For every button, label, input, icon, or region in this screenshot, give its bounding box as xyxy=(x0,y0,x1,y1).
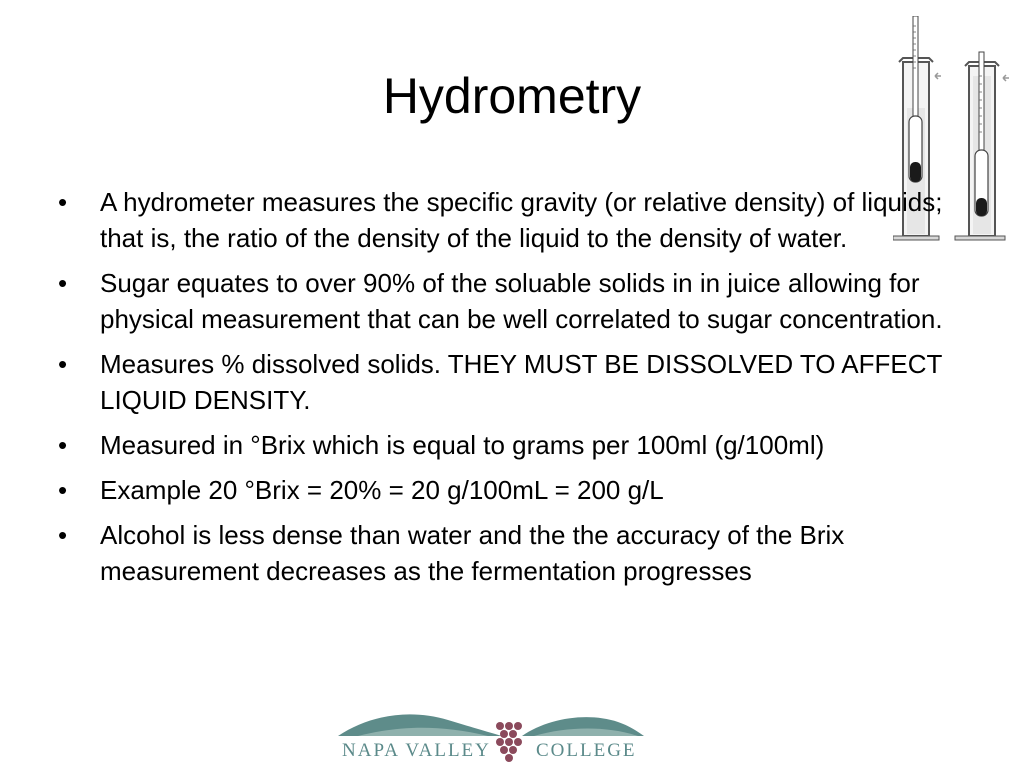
bullet-dot: • xyxy=(58,430,68,460)
bullet-dot: • xyxy=(58,475,68,505)
bullet-text: A hydrometer measures the specific gravity (or relative density) of liquids; that is, the ratio of the density of the liquid to the density of water. xyxy=(100,187,943,253)
bullet-text: Alcohol is less dense than water and the the accuracy of the Brix measurement decreases as the fermentation progresses xyxy=(100,520,845,586)
logo-text-right: COLLEGE xyxy=(536,740,637,761)
bullet-item xyxy=(58,346,988,418)
logo-text-left: NAPA VALLEY xyxy=(342,740,491,761)
logo-text xyxy=(338,738,644,764)
bullet-text: Measured in °Brix which is equal to grams per 100ml (g/100ml) xyxy=(100,430,825,460)
bullet-dot: • xyxy=(58,268,68,298)
bullet-text: Measures % dissolved solids. THEY MUST BE DISSOLVED TO AFFECT LIQUID DENSITY. xyxy=(100,349,942,415)
bullet-dot: • xyxy=(58,520,68,550)
bullet-dot: • xyxy=(58,349,68,379)
bullet-item xyxy=(58,517,988,589)
bullet-text: Example 20 °Brix = 20% = 20 g/100mL = 200 g/L xyxy=(100,475,664,505)
slide-title: Hydrometry xyxy=(382,68,642,124)
bullet-item xyxy=(58,265,988,337)
bullet-item xyxy=(58,427,988,463)
bullet-item xyxy=(58,472,988,508)
bullet-list xyxy=(58,184,988,598)
bullet-dot: • xyxy=(58,187,68,217)
bullet-item xyxy=(58,184,988,256)
bullet-text: Sugar equates to over 90% of the soluable solids in in juice allowing for physical measurement that can be well correlated to sugar concentration. xyxy=(100,268,943,334)
